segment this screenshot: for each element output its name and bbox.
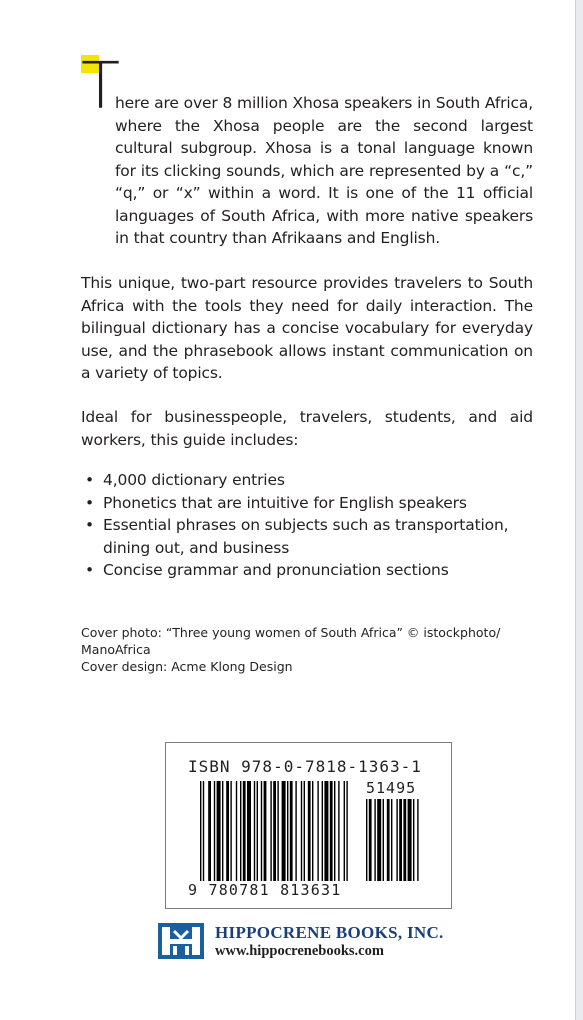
barcode-bar — [287, 781, 288, 881]
bullet-icon: • — [85, 561, 94, 579]
barcode-bar — [304, 781, 305, 881]
publisher-block — [158, 920, 478, 964]
barcode-bar — [226, 781, 229, 881]
barcode-bar — [413, 799, 414, 881]
barcode-bar — [322, 781, 323, 881]
price-addon-barcode — [366, 799, 428, 881]
barcode-bar — [222, 781, 223, 881]
design-credit: Cover design: Acme Klong Design — [81, 659, 293, 674]
barcode-bar — [334, 781, 335, 881]
barcode-bar — [408, 799, 412, 881]
barcode-bar — [230, 781, 231, 881]
right-edge-strip — [575, 0, 583, 1020]
barcode-bar — [282, 781, 286, 881]
intro-paragraph — [81, 50, 533, 250]
barcode-bar — [396, 799, 397, 881]
barcode-bar — [261, 781, 262, 881]
barcode-bar — [344, 781, 345, 881]
intro-paragraph-text: here are over 8 million Xhosa speakers in South Africa, where the Xhosa people are the second largest cultural subgroup. Xhosa is a tonal language known for its clicking sounds, which are represented by a “c,” “q,” or “x” within a word. It is one of the 11 official languages of South Africa, with more native speakers in that country than Afrikaans and English. — [115, 94, 533, 247]
barcode-bar — [257, 781, 258, 881]
list-item: • Essential phrases on subjects such as transportation, dining out, and business — [85, 516, 509, 557]
resource-paragraph: This unique, two-part resource provides travelers to South Africa with the tools they need for daily interaction. The bilingual dictionary has a concise vocabulary for everyday use, and the phrasebook allows instant communication on a variety of topics. — [81, 274, 533, 382]
dropcap-letter: T — [81, 50, 120, 124]
cover-credits — [81, 624, 541, 675]
barcode-bar — [377, 799, 381, 881]
price-code: 51495 — [366, 779, 417, 797]
barcode-bar — [391, 799, 392, 881]
barcode-bar — [346, 781, 347, 881]
barcode-bar — [264, 781, 267, 881]
hippocrene-logo-icon — [158, 923, 204, 959]
barcode-bar — [338, 781, 339, 881]
barcode-bar — [403, 799, 406, 881]
ean-barcode — [200, 781, 352, 881]
isbn-barcode-block — [165, 742, 452, 909]
barcode-bar — [330, 781, 333, 881]
barcode-bar — [308, 781, 311, 881]
publisher-name: HIPPOCRENE BOOKS, INC. — [215, 923, 444, 942]
barcode-bar — [369, 799, 372, 881]
barcode-bar — [366, 799, 367, 881]
barcode-bar — [387, 799, 390, 881]
features-list — [81, 469, 541, 582]
ean-digits: 9 780781 813631 — [188, 881, 342, 899]
list-item: • 4,000 dictionary entries — [81, 469, 541, 492]
barcode-bar — [417, 799, 418, 881]
list-item: • Concise grammar and pronunciation sections — [81, 559, 541, 582]
barcode-bar — [324, 781, 328, 881]
bullet-icon: • — [85, 516, 94, 534]
bullet-icon: • — [85, 493, 94, 512]
barcode-bar — [301, 781, 302, 881]
audience-paragraph: Ideal for businesspeople, travelers, students, and aid workers, this guide includes: — [81, 408, 533, 449]
barcode-bar — [317, 781, 318, 881]
photo-credit: Cover photo: “Three young women of South Africa” © istockphoto/ ManoAfrica — [81, 625, 501, 657]
barcode-bar — [217, 781, 221, 881]
barcode-bar — [236, 781, 237, 881]
barcode-bar — [247, 781, 251, 881]
barcode-bar — [254, 781, 255, 881]
barcode-bar — [240, 781, 241, 881]
barcode-bar — [383, 799, 384, 881]
publisher-url[interactable]: www.hippocrenebooks.com — [215, 943, 384, 959]
barcode-bar — [273, 781, 276, 881]
barcode-bar — [200, 781, 201, 881]
barcode-bar — [295, 781, 296, 881]
isbn-text: ISBN 978-0-7818-1363-1 — [188, 757, 422, 776]
list-item: • Phonetics that are intuitive for English speakers — [81, 492, 541, 515]
barcode-bar — [277, 781, 278, 881]
barcode-bar — [270, 781, 271, 881]
barcode-bar — [203, 781, 204, 881]
barcode-bar — [374, 799, 375, 881]
barcode-bar — [208, 781, 211, 881]
barcode-bar — [214, 781, 215, 881]
barcode-bar — [290, 781, 293, 881]
barcode-bar — [399, 799, 402, 881]
barcode-bar — [312, 781, 313, 881]
barcode-bar — [243, 781, 246, 881]
bullet-icon: • — [85, 471, 94, 489]
